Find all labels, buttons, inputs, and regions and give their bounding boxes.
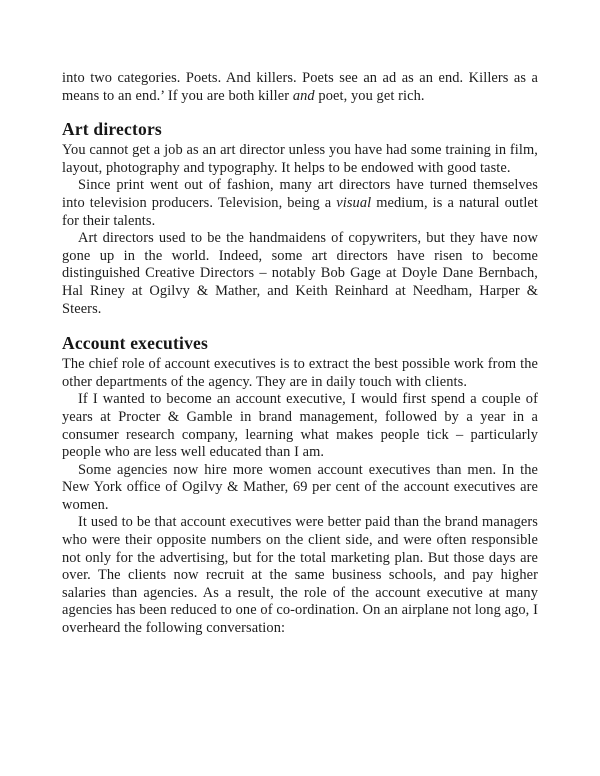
body-paragraph bbox=[62, 177, 538, 230]
body-paragraph bbox=[62, 230, 538, 318]
text-run: If I wanted to become an account executive, I would first spend a couple of years at Procter & Gamble in brand management, followed by a year in a consumer research company, learning what makes people tick – particularly people who are less well educated than I am. bbox=[62, 391, 538, 461]
text-run: Art directors used to be the handmaidens of copywriters, but they have now gone up in the world. Indeed, some art directors have risen to become distinguished Creative Directors – notably Bob Gage at Doyle Dane Bernbach, Hal Riney at Ogilvy & Mather, and Keith Reinhard at Needham, Harper & Steers. bbox=[62, 230, 538, 317]
text-run: medium, is a natural outlet for their talents. bbox=[62, 194, 538, 229]
body-paragraph bbox=[62, 142, 538, 177]
body-paragraph bbox=[62, 356, 538, 391]
body-paragraph bbox=[62, 70, 538, 105]
text-run: poet, you get rich. bbox=[314, 87, 425, 104]
section-heading-art-directors: Art directors bbox=[62, 119, 162, 140]
body-paragraph bbox=[62, 462, 538, 515]
text-run: Some agencies now hire more women account executives than men. In the New York office of Ogilvy & Mather, 69 per cent of the account executives are women. bbox=[62, 461, 538, 513]
text-run: It used to be that account executives were better paid than the brand managers who were their opposite numbers on the client side, and were often responsible not only for the advertising, but for the total marketing plan. But those days are over. The clients now recruit at the same business schools, and pay higher salaries than agencies. As a result, the role of the account executive at many agencies has been reduced to one of co-ordination. On an airplane not long ago, I overheard the following conversation: bbox=[62, 514, 538, 637]
text-run: into two categories. Poets. And killers. Poets see an ad as an end. Killers as a means to an end.’ If you are both killer bbox=[62, 70, 538, 104]
italic-text-run: visual bbox=[336, 194, 372, 211]
text-run: You cannot get a job as an art director unless you have had some training in film, layout, photography and typography. It helps to be endowed with good taste. bbox=[62, 142, 538, 176]
section-heading-account-executives: Account executives bbox=[62, 333, 208, 354]
italic-text-run: and bbox=[292, 87, 315, 104]
body-paragraph bbox=[62, 391, 538, 461]
text-run: Since print went out of fashion, many art directors have turned themselves into television producers. Television, being a bbox=[62, 177, 538, 211]
body-paragraph bbox=[62, 514, 538, 637]
text-column bbox=[62, 70, 538, 638]
text-run: The chief role of account executives is to extract the best possible work from the other departments of the agency. They are in daily touch with clients. bbox=[62, 356, 538, 390]
